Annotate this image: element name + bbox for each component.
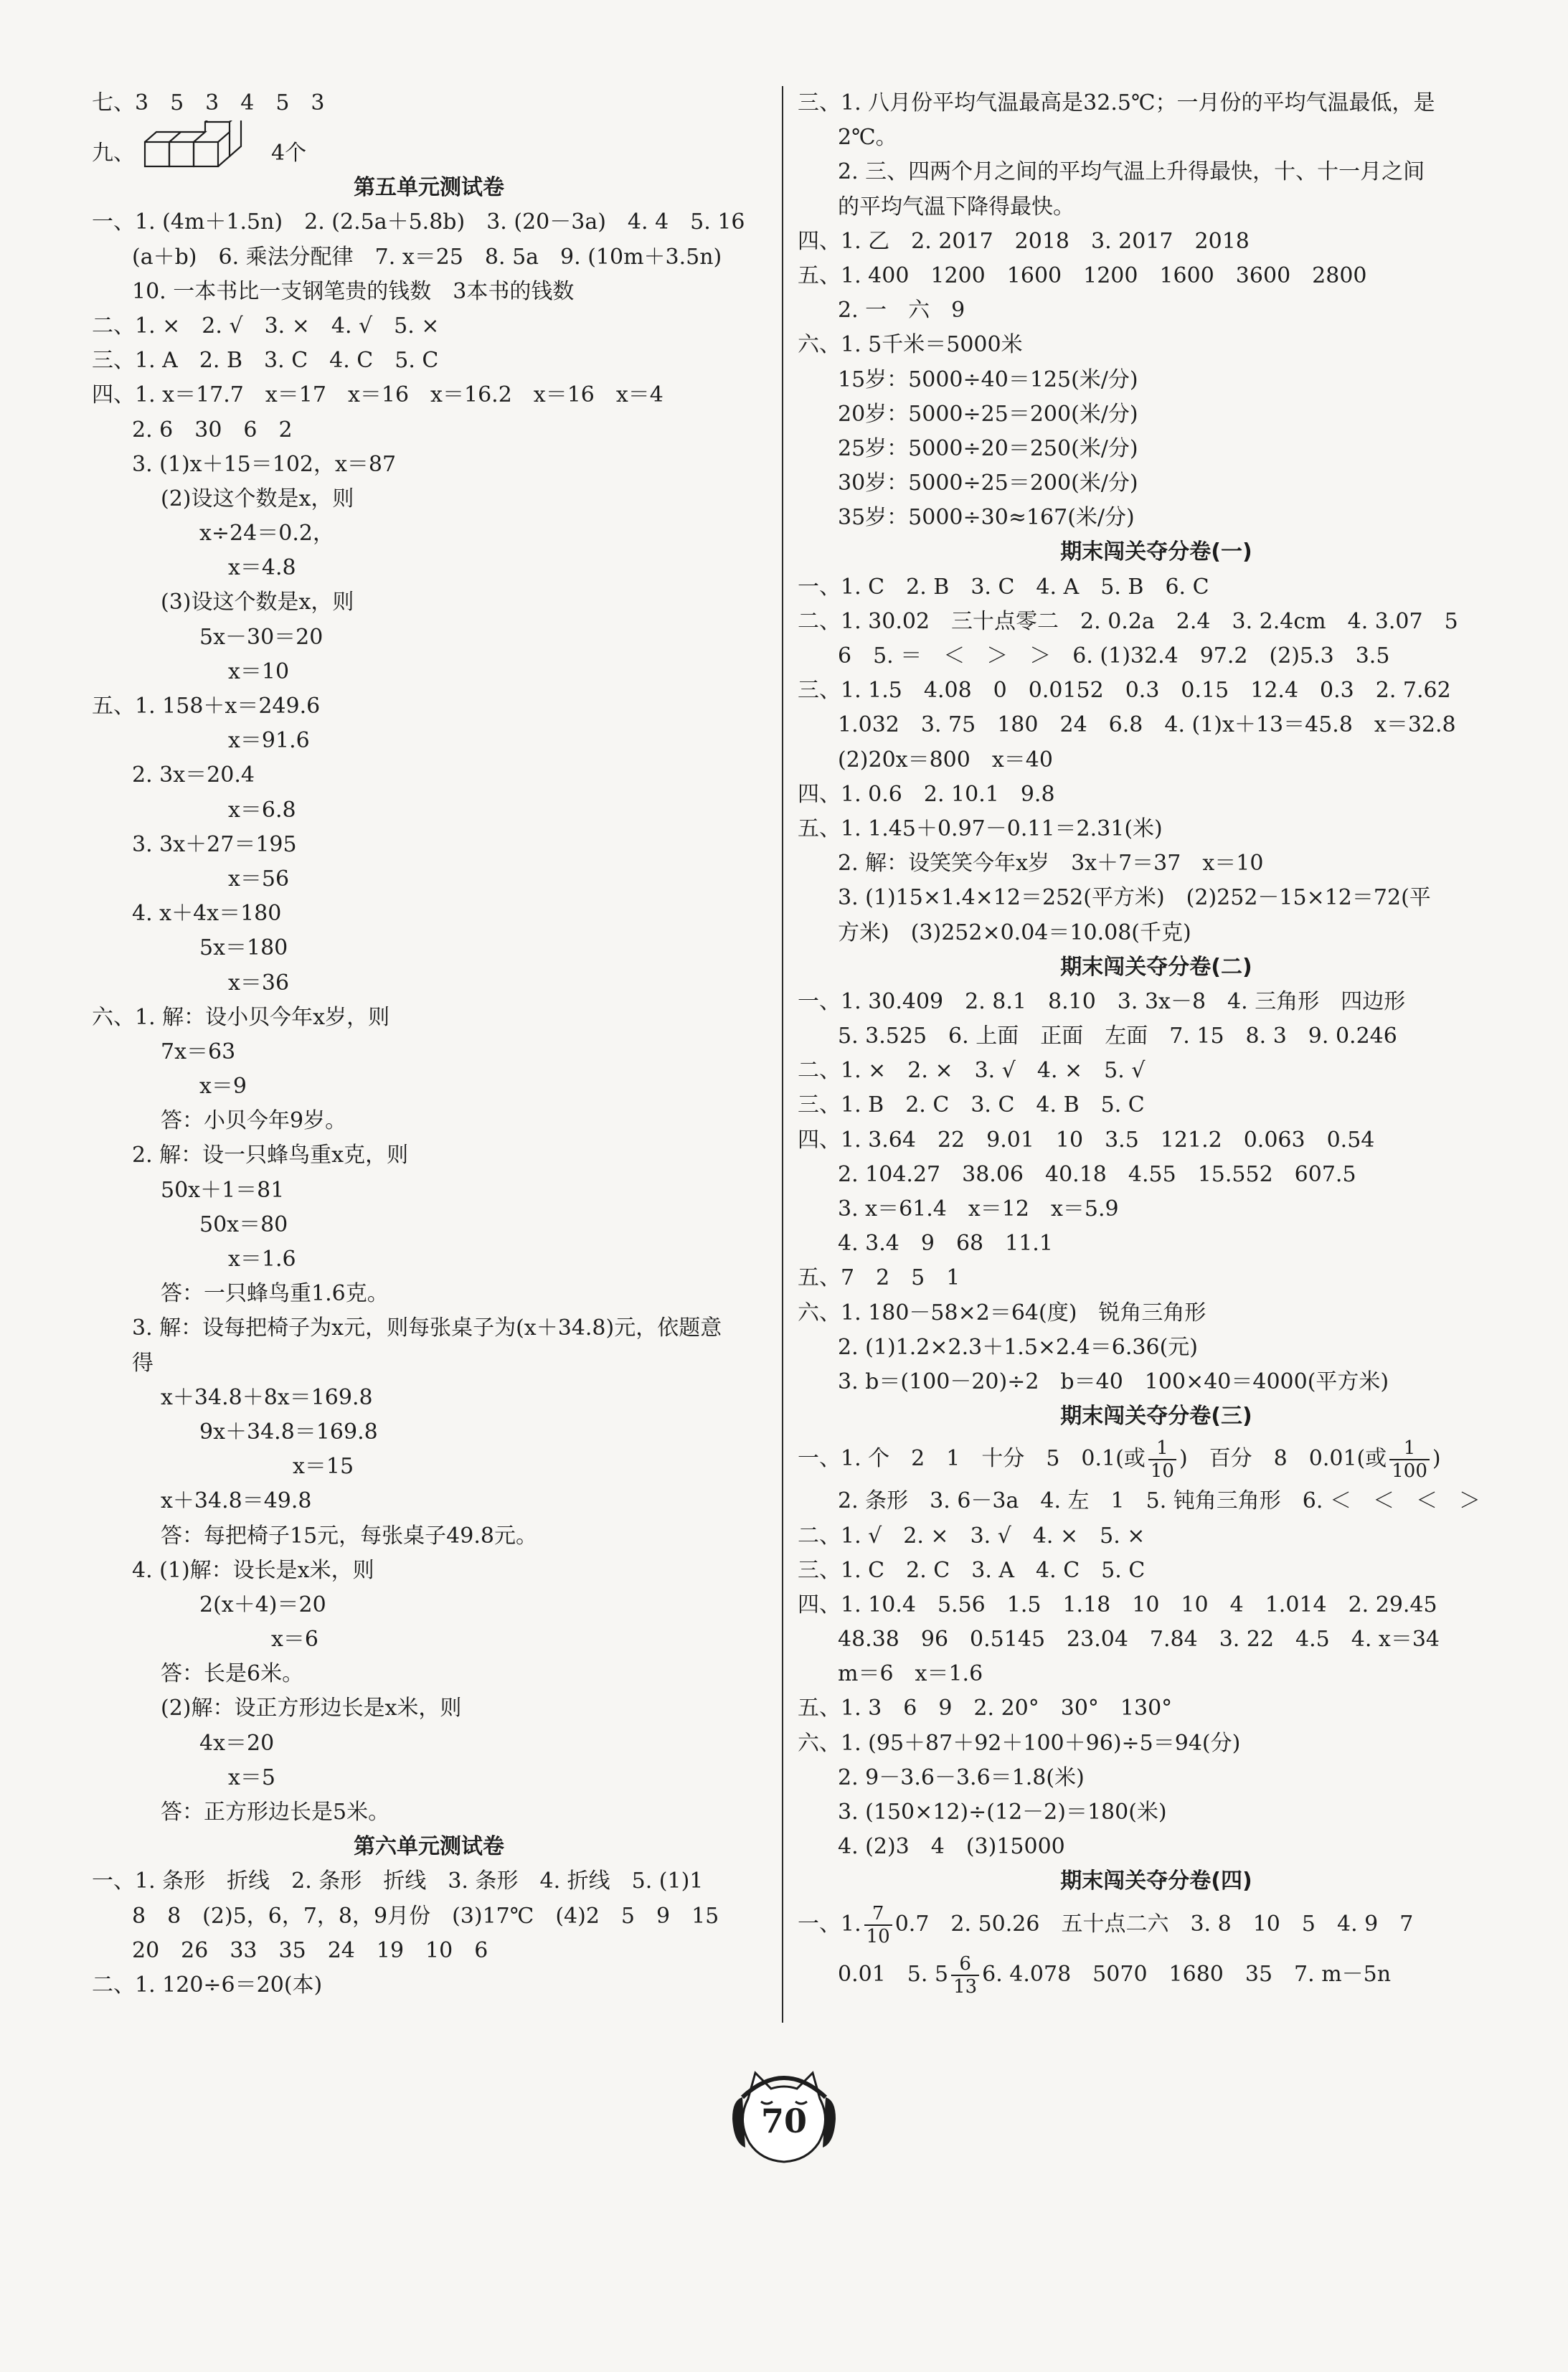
- answer-line: 15岁：5000÷40＝125(米/分): [838, 367, 1138, 392]
- answer-text: 4个: [271, 141, 307, 166]
- answer-line: 25岁：5000÷20＝250(米/分): [838, 435, 1138, 461]
- section-title-final4: 期末闯关夺分卷(四): [1060, 1868, 1252, 1894]
- answer-text: 一、1. 个 2 1 十分 5 0.1(或: [798, 1446, 1146, 1472]
- answer-line: 二、1. √ 2. × 3. √ 4. × 5. ×: [798, 1523, 1146, 1549]
- answer-line: (3)设这个数是x，则: [161, 590, 354, 615]
- answer-line: [798, 1899, 1515, 1950]
- answer-line: 五、7 2 5 1: [798, 1265, 960, 1291]
- answer-line: 2. 条形 3. 6－3a 4. 左 1 5. 钝角三角形 6. ＜ ＜ ＜ ＞: [838, 1488, 1480, 1514]
- answer-line: x＝6: [271, 1627, 319, 1653]
- answer-line: 七、3 5 3 4 5 3: [92, 90, 325, 115]
- answer-line: x÷24＝0.2，: [199, 521, 334, 547]
- answer-label: 九、: [92, 141, 135, 166]
- answer-line: 1.032 3. 75 180 24 6.8 4. (1)x＋13＝45.8 x＝32.8: [838, 712, 1456, 738]
- answer-line: 8 8 (2)5，6，7，8，9月份 (3)17℃ (4)2 5 9 15: [132, 1903, 719, 1929]
- answer-line: 五、1. 400 1200 1600 1200 1600 3600 2800: [798, 263, 1367, 288]
- answer-line: 7x＝63: [161, 1039, 236, 1064]
- answer-text: 0.01 5. 5: [838, 1961, 949, 1987]
- answer-line: x＝9: [199, 1074, 247, 1100]
- answer-line: 4. 3.4 9 68 11.1: [838, 1231, 1053, 1257]
- answer-line: [798, 1950, 1515, 2000]
- answer-line: 三、1. B 2. C 3. C 4. B 5. C: [798, 1092, 1145, 1118]
- answer-line: 答：一只蜂鸟重1.6克。: [161, 1281, 389, 1307]
- fraction-denominator: 10: [866, 1925, 890, 1947]
- answer-line: 50x＝80: [199, 1211, 288, 1237]
- answer-line: x＝36: [228, 970, 290, 996]
- answer-line: x＝91.6: [228, 728, 310, 754]
- fraction-denominator: 100: [1392, 1460, 1427, 1483]
- answer-line: 2. 解：设一只蜂鸟重x克，则: [132, 1143, 409, 1168]
- answer-line: 3. 3x＋27＝195: [132, 831, 297, 857]
- answer-line: 48.38 96 0.5145 23.04 7.84 3. 22 4.5 4. x＝34: [838, 1627, 1440, 1653]
- fraction-numerator: 1: [1389, 1437, 1430, 1460]
- answer-text: 一、1.: [798, 1911, 861, 1937]
- answer-line: 2. 6 30 6 2: [132, 417, 293, 443]
- answer-line: 3. (150×12)÷(12－2)＝180(米): [838, 1800, 1167, 1825]
- answer-line: 9x＋34.8＝169.8: [199, 1419, 378, 1445]
- fraction-denominator: 10: [1150, 1460, 1174, 1483]
- answer-line: 5x－30＝20: [199, 624, 323, 650]
- answer-line: 四、1. 3.64 22 9.01 10 3.5 121.2 0.063 0.54: [798, 1127, 1375, 1153]
- answer-line: x＝56: [228, 866, 290, 892]
- answer-line: 2(x＋4)＝20: [199, 1592, 326, 1617]
- answer-line: 四、1. x＝17.7 x＝17 x＝16 x＝16.2 x＝16 x＝4: [92, 382, 663, 408]
- answer-line: 3. 解：设每把椅子为x元，则每张桌子为(x＋34.8)元，依题意: [132, 1315, 722, 1341]
- answer-line: 四、1. 10.4 5.56 1.5 1.18 10 10 4 1.014 2. 29.45: [798, 1592, 1437, 1617]
- answer-line: 4. x＋4x＝180: [132, 901, 282, 927]
- answer-line: 二、1. 120÷6＝20(本): [92, 1972, 323, 1998]
- answer-line: (2)解：设正方形边长是x米，则: [161, 1696, 462, 1721]
- answer-line: 三、1. C 2. C 3. A 4. C 5. C: [798, 1557, 1146, 1583]
- answer-line: x＋34.8＝49.8: [161, 1488, 312, 1514]
- answer-line: 30岁：5000÷25＝200(米/分): [838, 471, 1138, 496]
- answer-line: 五、1. 1.45＋0.97－0.11＝2.31(米): [798, 816, 1163, 841]
- section-title-unit5: 第五单元测试卷: [354, 175, 504, 201]
- answer-line: 4. (2)3 4 (3)15000: [838, 1834, 1065, 1860]
- answer-line: 50x＋1＝81: [161, 1177, 285, 1203]
- answer-text: ): [1432, 1446, 1441, 1472]
- answer-line: 五、1. 3 6 9 2. 20° 30° 130°: [798, 1696, 1173, 1721]
- answer-line: x＝10: [228, 658, 290, 684]
- answer-line: x＝15: [293, 1454, 354, 1480]
- answer-line: x＋34.8＋8x＝169.8: [161, 1384, 373, 1410]
- answer-line: 2. 解：设笑笑今年x岁 3x＋7＝37 x＝10: [838, 851, 1264, 876]
- fraction: [864, 1903, 892, 1947]
- fraction: [951, 1953, 979, 1998]
- answer-line: 三、1. 八月份平均气温最高是32.5℃；一月份的平均气温最低，是: [798, 90, 1435, 115]
- answer-line: 答：每把椅子15元，每张桌子49.8元。: [161, 1523, 537, 1549]
- column-divider: [782, 86, 783, 2023]
- answer-line: 6 5. ＝ ＜ ＞ ＞ 6. (1)32.4 97.2 (2)5.3 3.5: [838, 643, 1390, 668]
- answer-line: 3. (1)x＋15＝102，x＝87: [132, 451, 397, 477]
- answer-line: 3. x＝61.4 x＝12 x＝5.9: [838, 1196, 1119, 1222]
- answer-line: 三、1. 1.5 4.08 0 0.0152 0.3 0.15 12.4 0.3 2. 7.62: [798, 678, 1451, 704]
- answer-line: m＝6 x＝1.6: [838, 1661, 983, 1687]
- answer-line: 四、1. 0.6 2. 10.1 9.8: [798, 781, 1055, 807]
- section-title-final1: 期末闯关夺分卷(一): [1060, 539, 1252, 565]
- answer-line: (2)设这个数是x，则: [161, 486, 354, 511]
- answer-line: 答：小贝今年9岁。: [161, 1108, 347, 1134]
- answer-line: x＝6.8: [228, 797, 296, 823]
- answer-line: 六、1. 180－58×2＝64(度) 锐角三角形: [798, 1300, 1206, 1326]
- answer-line: x＝1.6: [228, 1247, 296, 1272]
- answer-line: 3. b＝(100－20)÷2 b＝40 100×40＝4000(平方米): [838, 1369, 1389, 1394]
- answer-line: 得: [132, 1350, 154, 1376]
- fraction-denominator: 13: [953, 1975, 978, 1998]
- left-column: [92, 86, 766, 2003]
- answer-line: 四、1. 乙 2. 2017 2018 3. 2017 2018: [798, 228, 1250, 254]
- answer-line: 答：长是6米。: [161, 1661, 304, 1687]
- answer-line: 二、1. × 2. √ 3. × 4. √ 5. ×: [92, 313, 440, 339]
- answer-line: 五、1. 158＋x＝249.6: [92, 694, 321, 719]
- answer-line: 5x＝180: [199, 935, 288, 961]
- answer-line: 2. (1)1.2×2.3＋1.5×2.4＝6.36(元): [838, 1334, 1198, 1360]
- answer-line: [92, 121, 766, 171]
- section-title-unit6: 第六单元测试卷: [354, 1834, 504, 1860]
- fraction-numerator: 1: [1148, 1437, 1176, 1460]
- answer-text: ) 百分 8 0.01(或: [1179, 1446, 1387, 1472]
- answer-line: 一、1. (4m＋1.5n) 2. (2.5a＋5.8b) 3. (20－3a) 4. 4 5. 16: [92, 209, 745, 235]
- answer-line: x＝5: [228, 1764, 276, 1790]
- answer-line: 2. 9－3.6－3.6＝1.8(米): [838, 1764, 1085, 1790]
- answer-line: 六、1. 5千米＝5000米: [798, 332, 1023, 358]
- fraction: [1389, 1437, 1430, 1482]
- answer-line: 2. 3x＝20.4: [132, 762, 255, 788]
- answer-text: 0.7 2. 50.26 五十点二六 3. 8 10 5 4. 9 7: [894, 1911, 1414, 1937]
- answer-line: 答：正方形边长是5米。: [161, 1800, 390, 1825]
- answer-line: 20岁：5000÷25＝200(米/分): [838, 401, 1138, 427]
- section-title-final3: 期末闯关夺分卷(三): [1060, 1404, 1252, 1430]
- fraction-numerator: 6: [951, 1953, 979, 1976]
- answer-line: x＝4.8: [228, 555, 296, 581]
- answer-line: 2℃。: [838, 125, 897, 151]
- answer-line: 10. 一本书比一支钢笔贵的钱数 3本书的钱数: [132, 278, 575, 304]
- answer-line: 2. 104.27 38.06 40.18 4.55 15.552 607.5: [838, 1161, 1356, 1187]
- answer-line: 5. 3.525 6. 上面 正面 左面 7. 15 8. 3 9. 0.246: [838, 1024, 1397, 1049]
- answer-line: 3. (1)15×1.4×12＝252(平方米) (2)252－15×12＝72(平: [838, 885, 1431, 911]
- answer-line: 4. (1)解：设长是x米，则: [132, 1557, 374, 1583]
- answer-line: 三、1. A 2. B 3. C 4. C 5. C: [92, 348, 439, 374]
- page-number: 70: [760, 2102, 807, 2140]
- answer-line: 方米) (3)252×0.04＝10.08(千克): [838, 920, 1191, 945]
- answer-line: 二、1. × 2. × 3. √ 4. × 5. √: [798, 1058, 1146, 1084]
- answer-line: 一、1. 条形 折线 2. 条形 折线 3. 条形 4. 折线 5. (1)1: [92, 1868, 704, 1894]
- answer-line: 2. 三、四两个月之间的平均气温上升得最快，十、十一月之间: [838, 159, 1425, 185]
- answer-line: [798, 1434, 1515, 1484]
- page-number-badge: [727, 2063, 841, 2170]
- answer-line: 2. 一 六 9: [838, 298, 965, 323]
- answer-line: 的平均气温下降得最快。: [838, 194, 1075, 219]
- fraction-numerator: 7: [864, 1903, 892, 1926]
- fraction: [1148, 1437, 1176, 1482]
- answer-line: (a＋b) 6. 乘法分配律 7. x＝25 8. 5a 9. (10m＋3.5n): [132, 244, 722, 270]
- answer-line: 六、1. (95＋87＋92＋100＋96)÷5＝94(分): [798, 1730, 1241, 1756]
- answer-line: 一、1. C 2. B 3. C 4. A 5. B 6. C: [798, 574, 1209, 600]
- answer-line: 20 26 33 35 24 19 10 6: [132, 1937, 488, 1963]
- section-title-final2: 期末闯关夺分卷(二): [1060, 954, 1252, 980]
- answer-line: 一、1. 30.409 2. 8.1 8.10 3. 3x－8 4. 三角形 四边形: [798, 988, 1406, 1014]
- answer-line: 二、1. 30.02 三十点零二 2. 0.2a 2.4 3. 2.4cm 4. 3.07 5: [798, 608, 1458, 634]
- answer-line: 35岁：5000÷30≈167(米/分): [838, 505, 1135, 531]
- answer-text: 6. 4.078 5070 1680 35 7. m－5n: [982, 1961, 1392, 1987]
- right-column: [798, 86, 1515, 2000]
- answer-line: 4x＝20: [199, 1730, 275, 1756]
- answer-line: (2)20x＝800 x＝40: [838, 747, 1053, 772]
- answer-line: 六、1. 解：设小贝今年x岁，则: [92, 1004, 390, 1030]
